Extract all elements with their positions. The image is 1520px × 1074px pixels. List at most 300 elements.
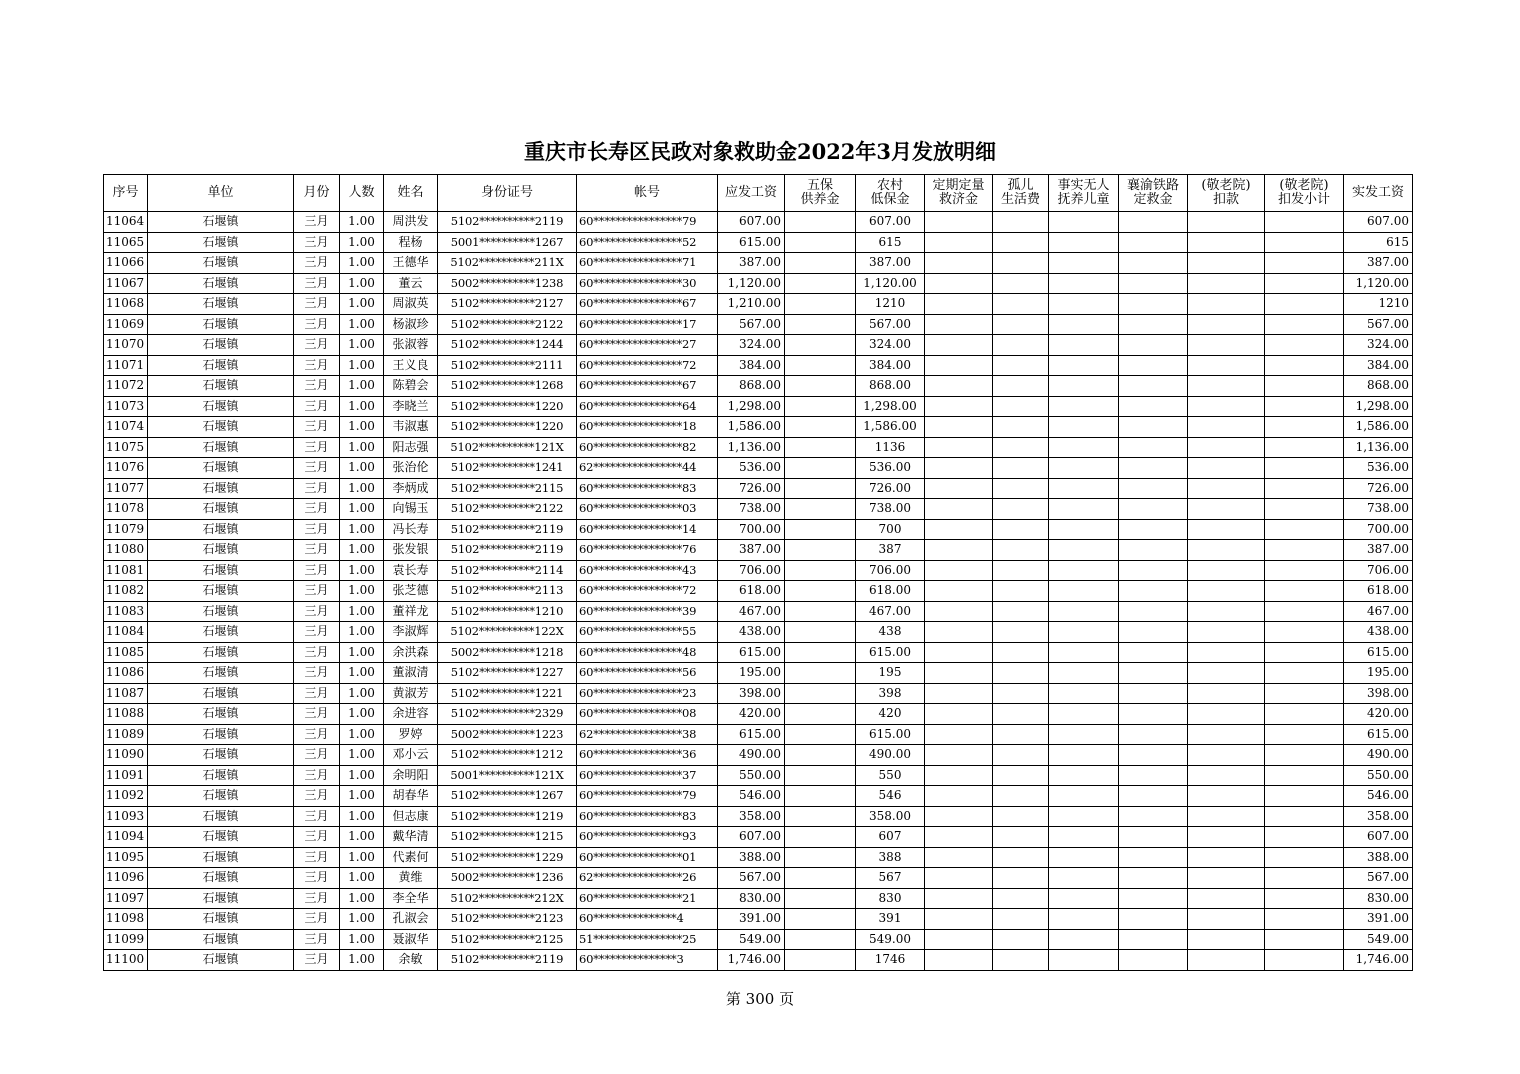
table-cell: [1265, 663, 1344, 684]
table-cell: 1,120.00: [1344, 273, 1413, 294]
table-cell: 三月: [294, 888, 340, 909]
table-cell: 5102**********2119: [438, 540, 577, 561]
table-cell: [785, 827, 856, 848]
table-cell: [1119, 458, 1188, 479]
table-cell: 1,136.00: [718, 437, 785, 458]
table-cell: [1119, 642, 1188, 663]
table-cell: [925, 909, 993, 930]
table-cell: [1119, 355, 1188, 376]
table-cell: [1265, 232, 1344, 253]
table-cell: 1.00: [340, 704, 384, 725]
table-cell: 三月: [294, 212, 340, 233]
table-cell: [1049, 868, 1119, 889]
table-cell: 60****************21: [577, 888, 718, 909]
table-cell: [785, 847, 856, 868]
table-cell: 1.00: [340, 396, 384, 417]
table-row: [104, 396, 1413, 417]
table-cell: 1.00: [340, 601, 384, 622]
table-cell: [1119, 560, 1188, 581]
table-row: [104, 314, 1413, 335]
table-cell: 11079: [104, 519, 148, 540]
table-cell: 738.00: [856, 499, 925, 520]
table-cell: 60****************72: [577, 355, 718, 376]
table-cell: 11064: [104, 212, 148, 233]
table-cell: 391.00: [1344, 909, 1413, 930]
table-cell: 398.00: [1344, 683, 1413, 704]
table-cell: [1265, 950, 1344, 971]
table-cell: [1265, 335, 1344, 356]
table-cell: [1049, 847, 1119, 868]
table-cell: 615.00: [718, 232, 785, 253]
table-cell: 5102**********121X: [438, 437, 577, 458]
table-cell: 1.00: [340, 417, 384, 438]
table-cell: 60****************43: [577, 560, 718, 581]
table-cell: [925, 642, 993, 663]
table-cell: 11073: [104, 396, 148, 417]
table-cell: 石堰镇: [148, 355, 294, 376]
table-cell: [1119, 622, 1188, 643]
page-number: 第 300 页: [725, 990, 795, 1008]
table-cell: 1.00: [340, 478, 384, 499]
table-cell: [785, 704, 856, 725]
table-cell: 467.00: [856, 601, 925, 622]
table-cell: [1188, 335, 1265, 356]
table-cell: 384.00: [856, 355, 925, 376]
table-cell: 549.00: [1344, 929, 1413, 950]
table-cell: [785, 683, 856, 704]
table-cell: 615: [856, 232, 925, 253]
table-cell: 11074: [104, 417, 148, 438]
table-cell: [1188, 232, 1265, 253]
table-cell: 1.00: [340, 765, 384, 786]
table-cell: 391.00: [718, 909, 785, 930]
table-cell: [1119, 745, 1188, 766]
table-cell: 1.00: [340, 560, 384, 581]
table-cell: 60****************03: [577, 499, 718, 520]
table-cell: 5102**********2125: [438, 929, 577, 950]
table-cell: [1188, 355, 1265, 376]
table-cell: [1188, 478, 1265, 499]
table-cell: [1119, 950, 1188, 971]
table-cell: [925, 294, 993, 315]
column-header: 定期定量 救济金: [925, 175, 993, 212]
table-cell: 石堰镇: [148, 458, 294, 479]
table-cell: 387.00: [718, 540, 785, 561]
table-cell: 5102**********122X: [438, 622, 577, 643]
table-cell: 60****************23: [577, 683, 718, 704]
table-cell: 三月: [294, 786, 340, 807]
table-cell: 聂淑华: [384, 929, 438, 950]
table-cell: 490.00: [718, 745, 785, 766]
table-cell: [1049, 786, 1119, 807]
table-cell: [925, 663, 993, 684]
table-cell: [1265, 622, 1344, 643]
table-cell: [1119, 396, 1188, 417]
table-cell: [1265, 765, 1344, 786]
table-cell: 三月: [294, 806, 340, 827]
table-cell: 324.00: [1344, 335, 1413, 356]
table-cell: 1.00: [340, 273, 384, 294]
table-cell: [925, 478, 993, 499]
table-cell: 11078: [104, 499, 148, 520]
table-cell: [1188, 929, 1265, 950]
table-cell: [1265, 888, 1344, 909]
table-cell: 三月: [294, 294, 340, 315]
table-cell: 石堰镇: [148, 314, 294, 335]
table-cell: [1188, 294, 1265, 315]
table-cell: [785, 581, 856, 602]
table-cell: 420: [856, 704, 925, 725]
table-cell: 5102**********2122: [438, 499, 577, 520]
table-cell: 5102**********2119: [438, 950, 577, 971]
table-cell: 1.00: [340, 540, 384, 561]
table-cell: 384.00: [718, 355, 785, 376]
table-cell: 三月: [294, 273, 340, 294]
table-cell: [1265, 519, 1344, 540]
table-cell: 1,210.00: [718, 294, 785, 315]
table-cell: 11084: [104, 622, 148, 643]
table-cell: 石堰镇: [148, 868, 294, 889]
table-cell: [925, 560, 993, 581]
table-cell: 三月: [294, 745, 340, 766]
table-cell: [993, 458, 1049, 479]
table-cell: [1119, 314, 1188, 335]
table-row: [104, 478, 1413, 499]
table-row: [104, 232, 1413, 253]
table-cell: 1746: [856, 950, 925, 971]
table-cell: 60****************67: [577, 376, 718, 397]
table-cell: 549.00: [718, 929, 785, 950]
table-cell: 60****************48: [577, 642, 718, 663]
table-cell: [1049, 601, 1119, 622]
table-cell: [785, 540, 856, 561]
table-row: [104, 909, 1413, 930]
table-cell: 615.00: [856, 724, 925, 745]
table-cell: 700: [856, 519, 925, 540]
table-cell: 石堰镇: [148, 950, 294, 971]
table-cell: 195.00: [718, 663, 785, 684]
table-cell: [1049, 273, 1119, 294]
table-cell: 5002**********1238: [438, 273, 577, 294]
table-cell: 三月: [294, 560, 340, 581]
relief-payment-table: [103, 174, 1413, 971]
table-cell: 董淑清: [384, 663, 438, 684]
table-row: [104, 601, 1413, 622]
table-cell: 11088: [104, 704, 148, 725]
table-cell: 550.00: [1344, 765, 1413, 786]
table-cell: [1049, 745, 1119, 766]
table-cell: 石堰镇: [148, 478, 294, 499]
table-cell: 60****************36: [577, 745, 718, 766]
table-cell: 5102**********2111: [438, 355, 577, 376]
table-cell: [993, 253, 1049, 274]
column-header: 事实无人 抚养儿童: [1049, 175, 1119, 212]
table-cell: 三月: [294, 704, 340, 725]
table-cell: [925, 888, 993, 909]
table-row: [104, 745, 1413, 766]
table-cell: [925, 806, 993, 827]
table-cell: 567.00: [1344, 868, 1413, 889]
table-cell: [1049, 519, 1119, 540]
table-cell: 60****************72: [577, 581, 718, 602]
table-cell: [1049, 950, 1119, 971]
table-cell: 11076: [104, 458, 148, 479]
table-cell: 700.00: [718, 519, 785, 540]
table-cell: 60****************37: [577, 765, 718, 786]
table-row: [104, 294, 1413, 315]
table-cell: 李炳成: [384, 478, 438, 499]
table-cell: 549.00: [856, 929, 925, 950]
table-cell: 黄维: [384, 868, 438, 889]
table-cell: 1.00: [340, 868, 384, 889]
table-row: [104, 663, 1413, 684]
table-cell: 5102**********2123: [438, 909, 577, 930]
table-cell: [1188, 950, 1265, 971]
table-cell: 1.00: [340, 724, 384, 745]
table-cell: 石堰镇: [148, 253, 294, 274]
table-cell: 1.00: [340, 253, 384, 274]
table-cell: [993, 601, 1049, 622]
column-header: 身份证号: [438, 175, 577, 212]
table-cell: 868.00: [1344, 376, 1413, 397]
table-cell: [993, 929, 1049, 950]
table-cell: 60****************18: [577, 417, 718, 438]
table-row: [104, 212, 1413, 233]
table-cell: 60****************83: [577, 806, 718, 827]
table-row: [104, 417, 1413, 438]
table-cell: 石堰镇: [148, 540, 294, 561]
table-cell: 60****************71: [577, 253, 718, 274]
table-cell: [1188, 314, 1265, 335]
table-cell: 607.00: [718, 212, 785, 233]
table-cell: [1265, 396, 1344, 417]
table-cell: 618.00: [1344, 581, 1413, 602]
table-cell: 邓小云: [384, 745, 438, 766]
table-cell: 726.00: [1344, 478, 1413, 499]
table-cell: 5102**********1241: [438, 458, 577, 479]
table-cell: 11066: [104, 253, 148, 274]
table-header-row: [104, 175, 1413, 212]
table-cell: 60****************79: [577, 786, 718, 807]
table-cell: 546: [856, 786, 925, 807]
table-cell: [1188, 745, 1265, 766]
table-cell: 石堰镇: [148, 581, 294, 602]
table-cell: [1188, 253, 1265, 274]
table-cell: 11071: [104, 355, 148, 376]
table-cell: 程杨: [384, 232, 438, 253]
table-cell: [1119, 478, 1188, 499]
table-cell: 11099: [104, 929, 148, 950]
table-cell: 830: [856, 888, 925, 909]
table-cell: 706.00: [1344, 560, 1413, 581]
table-cell: [925, 683, 993, 704]
table-cell: [1188, 437, 1265, 458]
table-cell: [993, 355, 1049, 376]
table-cell: 石堰镇: [148, 786, 294, 807]
table-cell: 384.00: [1344, 355, 1413, 376]
table-cell: 830.00: [718, 888, 785, 909]
table-cell: [785, 806, 856, 827]
table-cell: 387.00: [718, 253, 785, 274]
table-cell: [1119, 827, 1188, 848]
table-cell: 5002**********1236: [438, 868, 577, 889]
table-cell: [1188, 519, 1265, 540]
table-cell: 李晓兰: [384, 396, 438, 417]
table-cell: 5002**********1223: [438, 724, 577, 745]
table-cell: [1119, 540, 1188, 561]
table-row: [104, 888, 1413, 909]
table-cell: [1119, 294, 1188, 315]
table-cell: [1119, 232, 1188, 253]
table-body: [104, 212, 1413, 971]
table-cell: 11085: [104, 642, 148, 663]
column-header: 五保 供养金: [785, 175, 856, 212]
table-cell: 11086: [104, 663, 148, 684]
table-cell: 三月: [294, 601, 340, 622]
table-cell: 438.00: [718, 622, 785, 643]
table-cell: [1265, 929, 1344, 950]
table-cell: [925, 376, 993, 397]
table-cell: 1,586.00: [718, 417, 785, 438]
table-row: [104, 499, 1413, 520]
table-cell: 387: [856, 540, 925, 561]
table-cell: [1265, 601, 1344, 622]
table-cell: 石堰镇: [148, 622, 294, 643]
table-cell: 石堰镇: [148, 929, 294, 950]
table-cell: 567: [856, 868, 925, 889]
column-header: 孤儿 生活费: [993, 175, 1049, 212]
table-row: [104, 765, 1413, 786]
table-cell: 罗婷: [384, 724, 438, 745]
table-cell: 546.00: [718, 786, 785, 807]
table-cell: 615.00: [1344, 724, 1413, 745]
table-cell: 60****************93: [577, 827, 718, 848]
table-cell: [993, 847, 1049, 868]
table-cell: 11077: [104, 478, 148, 499]
table-cell: 60****************76: [577, 540, 718, 561]
table-cell: [1265, 212, 1344, 233]
table-cell: [1119, 519, 1188, 540]
table-cell: [1188, 786, 1265, 807]
table-cell: 11096: [104, 868, 148, 889]
table-cell: 706.00: [718, 560, 785, 581]
table-cell: [1119, 253, 1188, 274]
table-cell: 195: [856, 663, 925, 684]
table-cell: [785, 355, 856, 376]
table-cell: [1119, 806, 1188, 827]
table-cell: [925, 704, 993, 725]
table-cell: [1265, 704, 1344, 725]
table-cell: 11092: [104, 786, 148, 807]
table-cell: 5102**********1227: [438, 663, 577, 684]
table-cell: 11072: [104, 376, 148, 397]
table-cell: [785, 622, 856, 643]
table-cell: [1119, 786, 1188, 807]
table-cell: 387.00: [1344, 253, 1413, 274]
table-cell: 1.00: [340, 622, 384, 643]
table-cell: [1049, 765, 1119, 786]
table-cell: 868.00: [856, 376, 925, 397]
table-cell: [993, 437, 1049, 458]
table-cell: [1188, 396, 1265, 417]
table-cell: [1049, 622, 1119, 643]
column-header: 襄渝铁路 定救金: [1119, 175, 1188, 212]
table-cell: [1188, 601, 1265, 622]
table-cell: [925, 355, 993, 376]
table-cell: [1188, 765, 1265, 786]
table-cell: 5102**********1220: [438, 396, 577, 417]
table-cell: 536.00: [856, 458, 925, 479]
table-cell: [785, 765, 856, 786]
table-cell: [1188, 458, 1265, 479]
table-cell: [1049, 642, 1119, 663]
table-row: [104, 458, 1413, 479]
table-cell: [993, 642, 1049, 663]
table-cell: [1265, 294, 1344, 315]
table-cell: [1265, 499, 1344, 520]
table-cell: 11067: [104, 273, 148, 294]
table-cell: 5102**********2122: [438, 314, 577, 335]
table-cell: 5001**********1267: [438, 232, 577, 253]
table-cell: [785, 601, 856, 622]
table-cell: [1119, 765, 1188, 786]
table-row: [104, 868, 1413, 889]
table-cell: 孔淑会: [384, 909, 438, 930]
table-cell: 袁长寿: [384, 560, 438, 581]
table-cell: [1188, 724, 1265, 745]
table-cell: 706.00: [856, 560, 925, 581]
table-cell: 868.00: [718, 376, 785, 397]
table-cell: [1119, 273, 1188, 294]
table-cell: 467.00: [718, 601, 785, 622]
table-cell: [993, 376, 1049, 397]
table-cell: 5102**********1215: [438, 827, 577, 848]
table-row: [104, 253, 1413, 274]
table-cell: [1265, 314, 1344, 335]
table-row: [104, 724, 1413, 745]
table-cell: 石堰镇: [148, 212, 294, 233]
table-cell: 60****************27: [577, 335, 718, 356]
table-cell: 615.00: [718, 642, 785, 663]
table-cell: [1265, 724, 1344, 745]
table-cell: 60****************64: [577, 396, 718, 417]
table-cell: [1049, 232, 1119, 253]
table-cell: 石堰镇: [148, 437, 294, 458]
table-cell: [925, 499, 993, 520]
table-cell: 三月: [294, 929, 340, 950]
table-cell: 738.00: [718, 499, 785, 520]
table-cell: 三月: [294, 581, 340, 602]
table-cell: [993, 704, 1049, 725]
table-cell: 戴华清: [384, 827, 438, 848]
table-cell: 615.00: [856, 642, 925, 663]
table-cell: 1.00: [340, 683, 384, 704]
table-cell: 1.00: [340, 232, 384, 253]
table-cell: 5102**********1220: [438, 417, 577, 438]
table-cell: [785, 212, 856, 233]
table-cell: [785, 663, 856, 684]
table-cell: 三月: [294, 847, 340, 868]
table-cell: 11070: [104, 335, 148, 356]
table-cell: 余洪森: [384, 642, 438, 663]
table-cell: [1049, 704, 1119, 725]
table-cell: [993, 724, 1049, 745]
table-cell: 5102**********2119: [438, 212, 577, 233]
table-cell: 三月: [294, 478, 340, 499]
table-cell: [785, 376, 856, 397]
table-cell: 567.00: [856, 314, 925, 335]
table-cell: 石堰镇: [148, 232, 294, 253]
